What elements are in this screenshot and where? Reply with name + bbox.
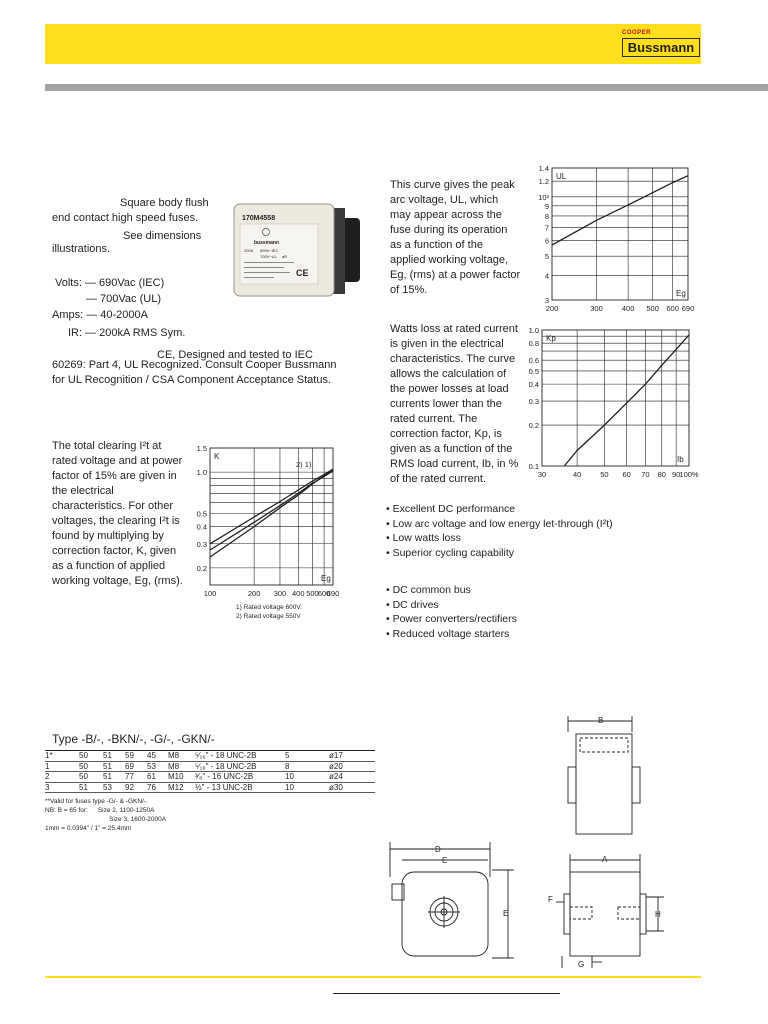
arc-text-line: applied working voltage, bbox=[390, 254, 509, 266]
fuse-front-body bbox=[402, 872, 488, 956]
watts-text-line: rated current. The bbox=[390, 413, 478, 425]
y-tick-label: 1.0 bbox=[528, 326, 539, 335]
table-cell: ³⁄₈" - 16 UNC-2B bbox=[195, 772, 285, 783]
feature-item: • Superior cycling capability bbox=[386, 546, 514, 559]
rating-volts-ul: — 700Vac (UL) bbox=[86, 293, 161, 305]
table-cell: 61 bbox=[147, 772, 168, 783]
table-cell: 51 bbox=[79, 782, 103, 793]
y-axis-label: K bbox=[214, 452, 220, 461]
clearing-text-line: as a function of applied bbox=[52, 560, 166, 572]
y-tick-label: 0.6 bbox=[528, 356, 539, 366]
rating-volts-iec: Volts: — 690Vac (IEC) bbox=[55, 277, 165, 289]
features-list bbox=[386, 502, 613, 560]
table-cell: ø30 bbox=[329, 782, 375, 793]
table-note-prefix: NB: B = 65 for: bbox=[45, 807, 88, 814]
x-tick-label: 500 bbox=[306, 589, 319, 598]
arc-voltage-chart bbox=[530, 160, 700, 320]
clearing-text-line: The total clearing I²t at bbox=[52, 440, 162, 452]
x-axis-label: Eg bbox=[321, 574, 331, 583]
ce-mark: CE bbox=[296, 268, 309, 278]
clearing-text-line: found by multiplying by bbox=[52, 530, 164, 542]
table-cell: M8 bbox=[168, 761, 195, 772]
x-tick-label: 690 bbox=[326, 589, 340, 598]
watts-text-line: the power losses at load bbox=[390, 383, 509, 395]
x-tick-label: 90 bbox=[671, 470, 681, 479]
y-tick-label: 8 bbox=[544, 211, 549, 221]
x-tick-label: 200 bbox=[545, 304, 559, 313]
photo-part-number: 170M4558 bbox=[242, 215, 276, 222]
description-line: illustrations. bbox=[52, 243, 111, 255]
x-tick-label: 50 bbox=[600, 470, 609, 479]
x-tick-label: 200 bbox=[247, 589, 261, 598]
x-tick-label: 600 bbox=[666, 304, 679, 313]
table-cell: 53 bbox=[147, 761, 168, 772]
x-tick-label: 100 bbox=[203, 589, 217, 598]
approvals-line: for UL Recognition / CSA Component Acceptance Status. bbox=[52, 374, 332, 386]
description-line: Square body flush bbox=[120, 197, 209, 209]
table-cell: 77 bbox=[125, 772, 147, 783]
label-line bbox=[244, 272, 290, 273]
y-tick-label: 7 bbox=[544, 223, 549, 233]
dim-label-e-vertical: E bbox=[503, 909, 509, 918]
chart-note: 2) Rated voltage 550V bbox=[236, 613, 301, 620]
fuse-top-terminal bbox=[632, 767, 640, 803]
x-tick-label: 300 bbox=[590, 304, 603, 313]
table-note: 1mm = 0.0394" / 1" = 25.4mm bbox=[45, 825, 132, 832]
watts-text-line: correction factor, Kp, is bbox=[390, 428, 502, 440]
footer-bar bbox=[45, 976, 701, 978]
y-tick-label: 0.3 bbox=[196, 539, 207, 549]
clearing-text-line: rated voltage and at power bbox=[52, 455, 183, 467]
header-divider bbox=[45, 84, 768, 91]
arc-text-line: Eg, (rms) at a power factor bbox=[390, 269, 521, 281]
watts-loss-chart bbox=[520, 322, 699, 482]
y-tick-label: 0.3 bbox=[528, 397, 539, 407]
photo-voltage: 690V~IEC bbox=[260, 248, 279, 253]
y-tick-label: 3 bbox=[544, 296, 549, 305]
x-tick-label: 400 bbox=[292, 589, 305, 598]
table-cell: 1* bbox=[45, 751, 79, 762]
watts-text bbox=[390, 322, 530, 487]
x-tick-label: 70 bbox=[641, 470, 650, 479]
fuse-side-hidden-thread bbox=[618, 907, 640, 919]
x-tick-label: 300 bbox=[273, 589, 287, 598]
table-cell: 50 bbox=[79, 772, 103, 783]
fuse-side-terminal bbox=[564, 894, 570, 934]
photo-rating-code: aR bbox=[282, 254, 288, 259]
arc-text bbox=[390, 178, 530, 298]
clearing-text-line: voltages, the clearing I²t is bbox=[52, 515, 180, 527]
arc-text-line: fuse during its operation bbox=[390, 224, 508, 236]
label-line bbox=[244, 277, 274, 278]
description-line: end contact high speed fuses. bbox=[52, 212, 199, 224]
table-cell: 53 bbox=[103, 782, 125, 793]
label-line bbox=[244, 267, 284, 268]
dimension-drawings bbox=[380, 712, 680, 972]
series-line bbox=[552, 176, 688, 245]
fuse-photo bbox=[226, 196, 362, 308]
clearing-text bbox=[52, 439, 202, 589]
table-note bbox=[45, 806, 166, 815]
table-cell: ⁵⁄₁₆" - 18 UNC-2B bbox=[195, 751, 285, 762]
drawing-side-view bbox=[556, 854, 664, 968]
y-tick-label: 0.1 bbox=[528, 462, 539, 471]
y-tick-label: 0.2 bbox=[528, 421, 539, 431]
dim-label-a: A bbox=[602, 855, 608, 864]
table-cell: ø24 bbox=[329, 772, 375, 783]
table-cell: M10 bbox=[168, 772, 195, 783]
table-cell: 8 bbox=[285, 761, 329, 772]
table-note: **Valid for fuses type -G/- & -GKN/-. bbox=[45, 798, 148, 805]
dim-label-g: G bbox=[578, 960, 585, 969]
x-tick-label: 40 bbox=[572, 470, 582, 479]
x-tick-label: 80 bbox=[657, 470, 666, 479]
photo-brand: bussmann bbox=[254, 240, 280, 246]
watts-text-line: given as a function of the bbox=[390, 443, 513, 455]
table-row bbox=[45, 761, 375, 772]
y-tick-label: 1.4 bbox=[538, 164, 549, 173]
table-cell: 76 bbox=[147, 782, 168, 793]
table-cell: 45 bbox=[147, 751, 168, 762]
x-tick-label: 30 bbox=[537, 470, 547, 479]
y-tick-label: 0.4 bbox=[528, 380, 539, 390]
clearing-text-line: working voltage, Eg, (rms). bbox=[52, 575, 183, 587]
dim-label-d: D bbox=[435, 845, 441, 854]
watts-text-line: Watts loss at rated current bbox=[390, 323, 518, 335]
plot-frame bbox=[542, 330, 689, 466]
y-tick-label: 0.5 bbox=[196, 509, 207, 519]
table-cell: 92 bbox=[125, 782, 147, 793]
feature-item: • Low watts loss bbox=[386, 532, 461, 545]
arc-text-line: This curve gives the peak bbox=[390, 179, 515, 191]
table-cell: 51 bbox=[103, 751, 125, 762]
dimensions-table bbox=[45, 750, 375, 793]
table-notes bbox=[45, 797, 166, 833]
arc-text-line: as a function of the bbox=[390, 239, 483, 251]
y-tick-label: 6 bbox=[544, 236, 549, 246]
table-cell: ⁵⁄₁₆" - 18 UNC-2B bbox=[195, 761, 285, 772]
x-tick-label: 60 bbox=[622, 470, 631, 479]
x-axis-label: Ib bbox=[677, 455, 684, 464]
type-header: Type -B/-, -BKN/-, -G/-, -GKN/- bbox=[52, 732, 215, 746]
drawing-front-view bbox=[390, 842, 514, 958]
y-tick-label: 0.5 bbox=[528, 366, 539, 376]
clearing-text-line: correction factor, K, given bbox=[52, 545, 177, 557]
watts-text-line: currents lower than the bbox=[390, 398, 502, 410]
photo-voltage-ul: 700V~UL bbox=[260, 254, 277, 259]
y-tick-label: 0.4 bbox=[196, 522, 207, 532]
y-tick-label: 10³ bbox=[538, 192, 549, 202]
fuse-side-hidden-thread bbox=[570, 907, 592, 919]
application-item: • DC drives bbox=[386, 598, 439, 611]
fuse-top-body bbox=[576, 734, 632, 834]
clearing-text-line: the electrical bbox=[52, 485, 114, 497]
y-tick-label: 5 bbox=[544, 252, 549, 262]
y-tick-label: 1.5 bbox=[196, 444, 207, 453]
arc-text-line: arc voltage, UL, which bbox=[390, 194, 499, 206]
table-cell: 51 bbox=[103, 772, 125, 783]
dim-label-e: E bbox=[442, 856, 448, 865]
table-cell: M8 bbox=[168, 751, 195, 762]
feature-item: • Excellent DC performance bbox=[386, 503, 516, 515]
fuse-top-terminal bbox=[568, 767, 576, 803]
description-line: See dimensions bbox=[123, 230, 202, 242]
x-tick-label: 600 bbox=[317, 589, 331, 598]
table-cell: 50 bbox=[79, 751, 103, 762]
x-tick-label: 100% bbox=[679, 470, 699, 479]
table-row bbox=[45, 782, 375, 793]
clearing-text-line: characteristics. For other bbox=[52, 500, 174, 512]
watts-text-line: characteristics. The curve bbox=[390, 353, 516, 365]
approvals-line: CE, Designed and tested to IEC bbox=[157, 349, 313, 361]
dim-label-f: F bbox=[548, 895, 553, 904]
y-tick-label: 1.2 bbox=[538, 177, 549, 187]
table-cell: 59 bbox=[125, 751, 147, 762]
x-tick-label: 690 bbox=[681, 304, 695, 313]
feature-item: • Low arc voltage and low energy let-through (I²t) bbox=[386, 517, 613, 530]
table-row bbox=[45, 772, 375, 783]
x-tick-label: 500 bbox=[646, 304, 659, 313]
y-tick-label: 9 bbox=[544, 201, 549, 211]
clearing-text-line: factor of 15% are given in bbox=[52, 470, 177, 482]
table-cell: 50 bbox=[79, 761, 103, 772]
y-tick-label: 1.0 bbox=[196, 468, 207, 478]
footer-rule bbox=[333, 993, 560, 994]
chart-note: 1) Rated voltage 600V. bbox=[236, 604, 302, 611]
table-cell: 2 bbox=[45, 772, 79, 783]
table-row bbox=[45, 751, 375, 762]
brand-small-label: COOPER bbox=[622, 30, 652, 36]
curve-labels: 2) 1) bbox=[296, 460, 312, 469]
table-note: Size 3, 1600-2000A bbox=[109, 816, 167, 823]
fuse-side-body bbox=[570, 872, 640, 956]
rating-amps: Amps: — 40-2000A bbox=[52, 309, 148, 321]
rating-interrupting: IR: — 200kA RMS Sym. bbox=[68, 327, 186, 339]
table-cell: M12 bbox=[168, 782, 195, 793]
arc-text-line: of 15%. bbox=[390, 284, 428, 296]
y-tick-label: 0.8 bbox=[528, 339, 539, 349]
application-item: • Power converters/rectifiers bbox=[386, 613, 517, 626]
header-bar bbox=[45, 24, 701, 64]
y-axis-label: UL bbox=[556, 172, 567, 181]
photo-rating: 200A bbox=[244, 248, 254, 253]
table-cell: ø20 bbox=[329, 761, 375, 772]
k-correction-chart bbox=[190, 440, 350, 625]
watts-text-line: RMS load current, Ib, in % bbox=[390, 458, 519, 470]
applications-list bbox=[386, 583, 517, 641]
table-cell: 10 bbox=[285, 782, 329, 793]
x-tick-label: 400 bbox=[621, 304, 635, 313]
watts-text-line: is given in the electrical bbox=[390, 338, 504, 350]
series-line bbox=[210, 469, 333, 544]
application-item: • DC common bus bbox=[386, 584, 471, 596]
watts-text-line: of the rated current. bbox=[390, 473, 486, 485]
dim-label-b: B bbox=[598, 716, 604, 725]
y-tick-label: 0.2 bbox=[196, 563, 207, 573]
watts-text-line: allows the calculation of bbox=[390, 368, 507, 380]
table-cell: ø17 bbox=[329, 751, 375, 762]
y-axis-label: Kp bbox=[546, 334, 556, 343]
table-cell: 1 bbox=[45, 761, 79, 772]
label-line bbox=[244, 262, 294, 263]
table-cell: 10 bbox=[285, 772, 329, 783]
application-item: • Reduced voltage starters bbox=[386, 627, 510, 640]
table-note-size2: Size 2, 1100-1250A bbox=[97, 807, 155, 814]
arc-text-line: may appear across the bbox=[390, 209, 502, 221]
table-cell: 5 bbox=[285, 751, 329, 762]
y-tick-label: 4 bbox=[544, 271, 549, 281]
table-cell: 69 bbox=[125, 761, 147, 772]
table-cell: 3 bbox=[45, 782, 79, 793]
dim-label-h: H bbox=[655, 910, 661, 919]
drawing-top-view bbox=[568, 716, 640, 834]
fuse-top-hidden bbox=[580, 738, 628, 752]
table-cell: ½" - 13 UNC-2B bbox=[195, 782, 285, 793]
fuse-side-terminal bbox=[640, 894, 646, 934]
x-axis-label: Eg bbox=[676, 289, 686, 298]
table-cell: 51 bbox=[103, 761, 125, 772]
brand-logo: Bussmann bbox=[622, 38, 700, 57]
approvals-line: 60269: Part 4, UL Recognized. Consult Cooper Bussmann bbox=[52, 359, 337, 371]
plot-frame bbox=[210, 448, 333, 585]
